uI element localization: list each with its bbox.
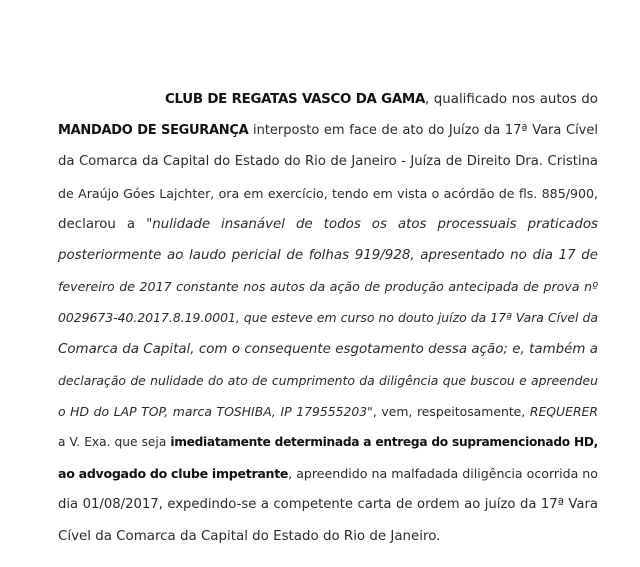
text-run: , qualificado nos autos do — [425, 92, 598, 107]
quoted-text: posteriormente ao laudo pericial de folhas 919/928, apresentado no dia 17 de — [58, 247, 598, 263]
text-line-12 — [58, 427, 598, 458]
text-run: interposto em face de ato do Juízo da 17ª Vara Cível — [248, 123, 598, 139]
text-line-13 — [58, 458, 598, 489]
text-run: da Comarca da Capital do Estado do Rio de Janeiro - Juíza de Direito Dra. Cristina — [58, 154, 598, 170]
text-line-1 — [58, 84, 598, 115]
quoted-text: 0029673-40.2017.8.19.0001, que esteve em curso no douto juízo da 17ª Vara Cível da — [58, 310, 598, 326]
text-line-10 — [58, 365, 598, 396]
text-line-9 — [58, 334, 598, 365]
request-emphasis: ao advogado do clube impetrante — [58, 466, 289, 482]
text-line-6 — [58, 240, 598, 271]
text-line-15 — [58, 521, 598, 552]
text-run: Cível da Comarca da Capital do Estado do Rio de Janeiro. — [58, 528, 441, 544]
text-run: , vem, respeitosamente, — [372, 403, 530, 419]
text-line-14 — [58, 489, 598, 520]
text-run: dia 01/08/2017, expedindo-se a competente carta de ordem ao juízo da 17ª Vara — [58, 497, 598, 513]
request-word: REQUERER — [529, 403, 598, 419]
quoted-text: "nulidade insanável de todos os atos processuais praticados — [146, 216, 599, 232]
text-line-11 — [58, 396, 598, 427]
action-title: MANDADO DE SEGURANÇA — [58, 123, 249, 139]
text-line-2 — [58, 115, 598, 146]
request-emphasis: imediatamente determinada a entrega do supramencionado HD, — [170, 435, 598, 450]
party-name: CLUB DE REGATAS VASCO DA GAMA — [165, 92, 426, 107]
document-body — [58, 84, 598, 552]
text-run: de Araújo Góes Lajchter, ora em exercício, tendo em vista o acórdão de fls. 885/900, — [58, 185, 598, 201]
quoted-text: Comarca da Capital, com o consequente esgotamento dessa ação; e, também a — [58, 341, 598, 357]
text-line-8 — [58, 302, 598, 333]
text-run: declarou a — [58, 216, 147, 232]
text-run: , apreendido na malfadada diligência ocorrida no — [288, 466, 598, 482]
text-line-3 — [58, 146, 598, 177]
quoted-text: declaração de nulidade do ato de cumprimento da diligência que buscou e apreendeu — [58, 372, 598, 388]
quoted-text: o HD do LAP TOP, marca TOSHIBA, IP 179555203" — [58, 403, 373, 419]
text-run: a V. Exa. que seja — [58, 435, 171, 450]
text-line-5 — [58, 209, 598, 240]
quoted-text: fevereiro de 2017 constante nos autos da ação de produção antecipada de prova nº — [58, 279, 598, 295]
text-line-4 — [58, 178, 598, 209]
text-line-7 — [58, 271, 598, 302]
